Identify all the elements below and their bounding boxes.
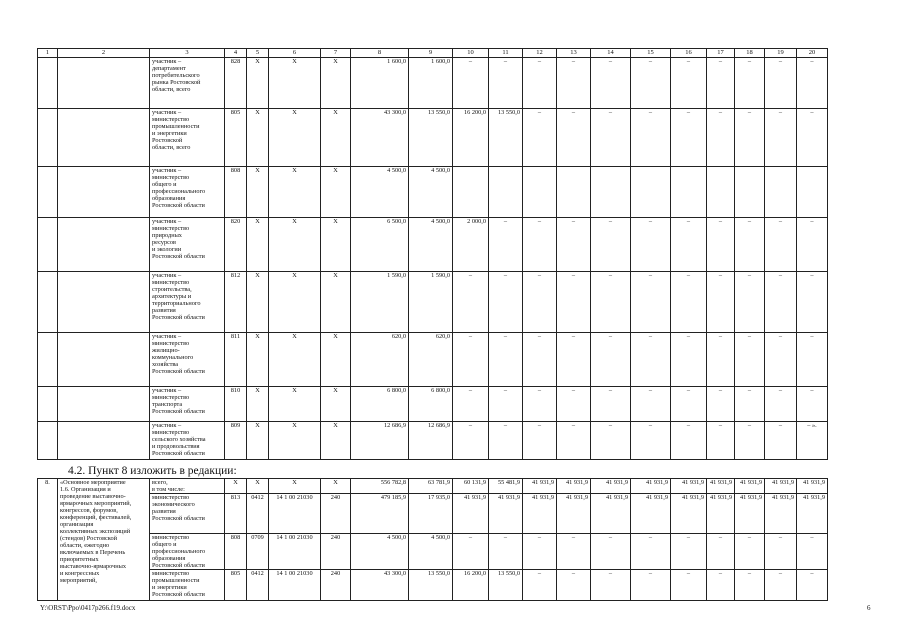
value-cell: 556 782,8 — [351, 479, 409, 494]
value-cell: Х — [247, 479, 269, 494]
column-number: 1 — [38, 49, 58, 58]
row-number-cell: 8. — [38, 479, 58, 601]
value-cell: – — [523, 218, 557, 272]
participant-cell: участник – министерство сельского хозяйства и продовольствия Ростовской области — [150, 422, 225, 460]
value-cell: – — [523, 58, 557, 109]
value-cell: 0412 — [247, 494, 269, 534]
value-cell: 13 550,0 — [409, 570, 453, 601]
value-cell: 828 — [225, 58, 247, 109]
value-cell: – — [797, 109, 828, 167]
value-cell: Х — [247, 109, 269, 167]
column-number: 15 — [631, 49, 671, 58]
row-number-cell — [38, 422, 58, 460]
value-cell: – — [489, 387, 523, 422]
table-row — [38, 479, 828, 494]
value-cell: Х — [247, 333, 269, 387]
value-cell: 41 931,9 — [735, 479, 765, 494]
value-cell: 812 — [225, 272, 247, 333]
value-cell: Х — [269, 272, 321, 333]
column-number: 18 — [735, 49, 765, 58]
value-cell — [671, 167, 707, 218]
row-number-cell — [38, 58, 58, 109]
participant-cell: участник – министерство природных ресурсов и экологии Ростовской области — [150, 218, 225, 272]
value-cell: 13 550,0 — [489, 570, 523, 601]
value-cell: 4 500,0 — [351, 167, 409, 218]
value-cell: 6 800,0 — [409, 387, 453, 422]
value-cell: 1 590,0 — [409, 272, 453, 333]
column-number: 19 — [765, 49, 797, 58]
table-row — [38, 58, 828, 109]
table-row — [38, 272, 828, 333]
value-cell: Х — [269, 479, 321, 494]
column-number: 5 — [247, 49, 269, 58]
value-cell: 620,0 — [409, 333, 453, 387]
value-cell: – — [489, 534, 523, 570]
column-number: 3 — [150, 49, 225, 58]
value-cell: – — [671, 570, 707, 601]
value-cell: – — [671, 333, 707, 387]
value-cell: 479 185,9 — [351, 494, 409, 534]
value-cell: 41 931,9 — [707, 494, 735, 534]
table-row — [38, 494, 828, 534]
value-cell: 41 931,9 — [591, 479, 631, 494]
event-cell — [58, 218, 150, 272]
event-cell — [58, 422, 150, 460]
value-cell: 820 — [225, 218, 247, 272]
value-cell: 41 931,9 — [797, 494, 828, 534]
value-cell: – — [631, 534, 671, 570]
value-cell: 809 — [225, 422, 247, 460]
value-cell: 0709 — [247, 534, 269, 570]
table-row — [38, 570, 828, 601]
value-cell: Х — [269, 109, 321, 167]
participant-cell: участник – министерство строительства, архитектуры и территориального развития Ростовской области — [150, 272, 225, 333]
value-cell: – — [765, 333, 797, 387]
column-number-row — [38, 49, 828, 58]
value-cell: – — [765, 58, 797, 109]
value-cell: – — [523, 534, 557, 570]
value-cell — [797, 167, 828, 218]
value-cell: 43 300,0 — [351, 570, 409, 601]
value-cell: – — [631, 333, 671, 387]
value-cell: 41 931,9 — [523, 494, 557, 534]
program-funding-table-continued — [37, 48, 828, 460]
value-cell: 41 931,9 — [557, 494, 591, 534]
value-cell: – — [707, 387, 735, 422]
value-cell: – — [591, 218, 631, 272]
event-cell — [58, 167, 150, 218]
value-cell: Х — [321, 109, 351, 167]
value-cell: 4 500,0 — [409, 534, 453, 570]
value-cell: 14 1 00 21030 — [269, 494, 321, 534]
value-cell: Х — [269, 167, 321, 218]
value-cell: – — [591, 534, 631, 570]
value-cell: 6 800,0 — [351, 387, 409, 422]
value-cell: – — [557, 58, 591, 109]
value-cell: Х — [247, 387, 269, 422]
value-cell: 13 550,0 — [409, 109, 453, 167]
value-cell: – — [631, 570, 671, 601]
value-cell: – — [765, 109, 797, 167]
value-cell: – — [797, 534, 828, 570]
value-cell: 55 481,9 — [489, 479, 523, 494]
value-cell: Х — [269, 333, 321, 387]
value-cell: Х — [321, 167, 351, 218]
value-cell: – — [671, 422, 707, 460]
value-cell: – — [707, 218, 735, 272]
value-cell: 14 1 00 21030 — [269, 570, 321, 601]
value-cell: – — [735, 534, 765, 570]
row-number-cell — [38, 167, 58, 218]
value-cell — [523, 167, 557, 218]
value-cell: 41 931,9 — [765, 479, 797, 494]
value-cell: – — [523, 387, 557, 422]
value-cell: 6 500,0 — [351, 218, 409, 272]
participant-cell: министерство общего и профессионального образования Ростовской области — [150, 534, 225, 570]
value-cell: 2 000,0 — [453, 218, 489, 272]
value-cell: – — [453, 534, 489, 570]
value-cell: – — [453, 387, 489, 422]
value-cell: 4 500,0 — [409, 218, 453, 272]
value-cell: – — [489, 58, 523, 109]
participant-cell: участник – министерство жилищно- коммунального хозяйства Ростовской области — [150, 333, 225, 387]
value-cell: 1 600,0 — [351, 58, 409, 109]
value-cell: Х — [247, 272, 269, 333]
value-cell: – — [735, 387, 765, 422]
value-cell: – — [765, 272, 797, 333]
value-cell: – — [671, 218, 707, 272]
value-cell: 240 — [321, 494, 351, 534]
value-cell: 41 931,9 — [735, 494, 765, 534]
participant-cell: участник – министерство транспорта Ростовской области — [150, 387, 225, 422]
value-cell: – — [707, 58, 735, 109]
section-title: 4.2. Пункт 8 изложить в редакции: — [68, 465, 237, 477]
value-cell: – — [735, 272, 765, 333]
value-cell: Х — [247, 422, 269, 460]
value-cell: – — [765, 387, 797, 422]
value-cell — [591, 167, 631, 218]
participant-cell: участник – министерство общего и профессионального образования Ростовской области — [150, 167, 225, 218]
value-cell: 41 931,9 — [671, 479, 707, 494]
value-cell: – — [707, 333, 735, 387]
value-cell: – — [591, 333, 631, 387]
value-cell: – — [797, 333, 828, 387]
value-cell: 41 931,9 — [707, 479, 735, 494]
value-cell: 4 500,0 — [351, 534, 409, 570]
row-number-cell — [38, 218, 58, 272]
value-cell: Х — [321, 422, 351, 460]
value-cell: – — [453, 422, 489, 460]
value-cell: – — [671, 272, 707, 333]
footer-file-path: Y:\ORST\Ppo\0417p266.f19.docx — [40, 604, 136, 612]
value-cell: 240 — [321, 570, 351, 601]
table-row — [38, 333, 828, 387]
value-cell: Х — [321, 333, 351, 387]
value-cell: – — [707, 272, 735, 333]
value-cell: Х — [269, 58, 321, 109]
value-cell: 41 931,9 — [489, 494, 523, 534]
value-cell: 43 300,0 — [351, 109, 409, 167]
value-cell: – — [797, 272, 828, 333]
value-cell: Х — [269, 422, 321, 460]
value-cell: – — [523, 422, 557, 460]
value-cell: – — [797, 218, 828, 272]
table-row — [38, 534, 828, 570]
value-cell: – — [631, 58, 671, 109]
value-cell: 41 931,9 — [671, 494, 707, 534]
value-cell — [631, 167, 671, 218]
value-cell: – — [557, 109, 591, 167]
column-number: 8 — [351, 49, 409, 58]
value-cell: – — [631, 387, 671, 422]
value-cell: – — [489, 272, 523, 333]
value-cell: 41 931,9 — [591, 494, 631, 534]
value-cell: – — [591, 58, 631, 109]
value-cell: – — [523, 272, 557, 333]
value-cell: – — [735, 570, 765, 601]
participant-cell: министерство экономического развития Ростовской области — [150, 494, 225, 534]
column-number: 9 — [409, 49, 453, 58]
value-cell: – — [707, 422, 735, 460]
value-cell — [489, 167, 523, 218]
value-cell: 41 931,9 — [797, 479, 828, 494]
value-cell: – — [797, 570, 828, 601]
participant-cell: участник – департамент потребительского рынка Ростовской области, всего — [150, 58, 225, 109]
value-cell: Х — [247, 218, 269, 272]
value-cell: – — [557, 272, 591, 333]
event-cell — [58, 272, 150, 333]
column-number: 11 — [489, 49, 523, 58]
value-cell: – — [707, 534, 735, 570]
value-cell: Х — [247, 58, 269, 109]
value-cell: – — [631, 109, 671, 167]
event-funding-table — [37, 478, 828, 601]
value-cell: 811 — [225, 333, 247, 387]
value-cell: – ». — [797, 422, 828, 460]
column-number: 13 — [557, 49, 591, 58]
value-cell: Х — [269, 218, 321, 272]
value-cell: – — [735, 422, 765, 460]
value-cell: – — [453, 58, 489, 109]
value-cell: – — [765, 570, 797, 601]
value-cell: – — [591, 109, 631, 167]
value-cell: 16 200,0 — [453, 570, 489, 601]
column-number: 6 — [269, 49, 321, 58]
value-cell: – — [557, 333, 591, 387]
column-number: 16 — [671, 49, 707, 58]
value-cell: – — [671, 58, 707, 109]
value-cell: 12 686,9 — [409, 422, 453, 460]
value-cell: – — [631, 422, 671, 460]
table-row — [38, 109, 828, 167]
value-cell: – — [557, 534, 591, 570]
value-cell: Х — [321, 218, 351, 272]
value-cell: 41 931,9 — [523, 479, 557, 494]
value-cell: 810 — [225, 387, 247, 422]
participant-cell: участник – министерство промышленности и энергетики Ростовской области, всего — [150, 109, 225, 167]
value-cell: 1 600,0 — [409, 58, 453, 109]
value-cell: – — [489, 333, 523, 387]
table-row — [38, 218, 828, 272]
value-cell — [735, 167, 765, 218]
value-cell: – — [631, 272, 671, 333]
column-number: 14 — [591, 49, 631, 58]
value-cell: – — [557, 387, 591, 422]
value-cell: Х — [321, 479, 351, 494]
event-cell — [58, 387, 150, 422]
value-cell: 17 935,0 — [409, 494, 453, 534]
column-number: 7 — [321, 49, 351, 58]
event-description-cell: «Основное мероприятие 1.6. Организация и проведение выставочно- ярмарочных мероприятий, конгрессов, форумов, конференций, фестивалей, организация коллективных экспозиций (стендов) Ростовской области, ежегодно включаемых в Перечень приоритетных выставочно-ярмарочных и конгрессных мероприятий, — [58, 479, 150, 601]
value-cell: 805 — [225, 570, 247, 601]
value-cell: – — [489, 422, 523, 460]
value-cell: – — [707, 570, 735, 601]
value-cell: Х — [247, 167, 269, 218]
column-number: 20 — [797, 49, 828, 58]
value-cell: – — [523, 333, 557, 387]
value-cell: 60 131,9 — [453, 479, 489, 494]
row-number-cell — [38, 387, 58, 422]
column-number: 4 — [225, 49, 247, 58]
value-cell: – — [523, 570, 557, 601]
value-cell: – — [631, 218, 671, 272]
value-cell — [453, 167, 489, 218]
value-cell: – — [453, 333, 489, 387]
event-cell — [58, 333, 150, 387]
value-cell: – — [557, 218, 591, 272]
value-cell: – — [591, 570, 631, 601]
event-cell — [58, 58, 150, 109]
column-number: 2 — [58, 49, 150, 58]
value-cell: – — [557, 570, 591, 601]
value-cell: 63 781,9 — [409, 479, 453, 494]
participant-cell: всего, в том числе: — [150, 479, 225, 494]
value-cell: – — [591, 387, 631, 422]
event-cell — [58, 109, 150, 167]
value-cell: 14 1 00 21030 — [269, 534, 321, 570]
value-cell: Х — [225, 479, 247, 494]
value-cell: – — [671, 534, 707, 570]
participant-cell: министерство промышленности и энергетики Ростовской области — [150, 570, 225, 601]
table-row — [38, 387, 828, 422]
value-cell: 0412 — [247, 570, 269, 601]
value-cell: Х — [321, 387, 351, 422]
value-cell: – — [489, 218, 523, 272]
value-cell: 1 590,0 — [351, 272, 409, 333]
row-number-cell — [38, 272, 58, 333]
value-cell: 808 — [225, 534, 247, 570]
value-cell: 4 500,0 — [409, 167, 453, 218]
value-cell: – — [765, 218, 797, 272]
value-cell: Х — [269, 387, 321, 422]
value-cell: 41 931,9 — [453, 494, 489, 534]
value-cell: 240 — [321, 534, 351, 570]
value-cell: – — [735, 218, 765, 272]
row-number-cell — [38, 109, 58, 167]
value-cell: 41 931,9 — [631, 479, 671, 494]
value-cell: Х — [321, 58, 351, 109]
value-cell: – — [671, 387, 707, 422]
value-cell: – — [671, 109, 707, 167]
value-cell: – — [557, 422, 591, 460]
value-cell: 808 — [225, 167, 247, 218]
table-row — [38, 422, 828, 460]
value-cell: – — [453, 272, 489, 333]
value-cell: – — [735, 109, 765, 167]
value-cell: Х — [321, 272, 351, 333]
column-number: 10 — [453, 49, 489, 58]
value-cell: – — [765, 534, 797, 570]
value-cell: – — [523, 109, 557, 167]
value-cell: 805 — [225, 109, 247, 167]
value-cell: 41 931,9 — [631, 494, 671, 534]
value-cell: – — [591, 422, 631, 460]
row-number-cell — [38, 333, 58, 387]
value-cell: 16 200,0 — [453, 109, 489, 167]
value-cell: – — [797, 58, 828, 109]
value-cell: – — [591, 272, 631, 333]
value-cell: 12 686,9 — [351, 422, 409, 460]
column-number: 17 — [707, 49, 735, 58]
value-cell: 41 931,9 — [765, 494, 797, 534]
value-cell: – — [797, 387, 828, 422]
page-number: 6 — [867, 604, 871, 612]
value-cell: – — [765, 422, 797, 460]
value-cell: – — [735, 333, 765, 387]
value-cell — [765, 167, 797, 218]
value-cell: 13 550,0 — [489, 109, 523, 167]
value-cell: – — [707, 109, 735, 167]
value-cell — [557, 167, 591, 218]
value-cell: 620,0 — [351, 333, 409, 387]
value-cell: 41 931,9 — [557, 479, 591, 494]
table-row — [38, 167, 828, 218]
value-cell — [707, 167, 735, 218]
value-cell: 813 — [225, 494, 247, 534]
column-number: 12 — [523, 49, 557, 58]
value-cell: – — [735, 58, 765, 109]
